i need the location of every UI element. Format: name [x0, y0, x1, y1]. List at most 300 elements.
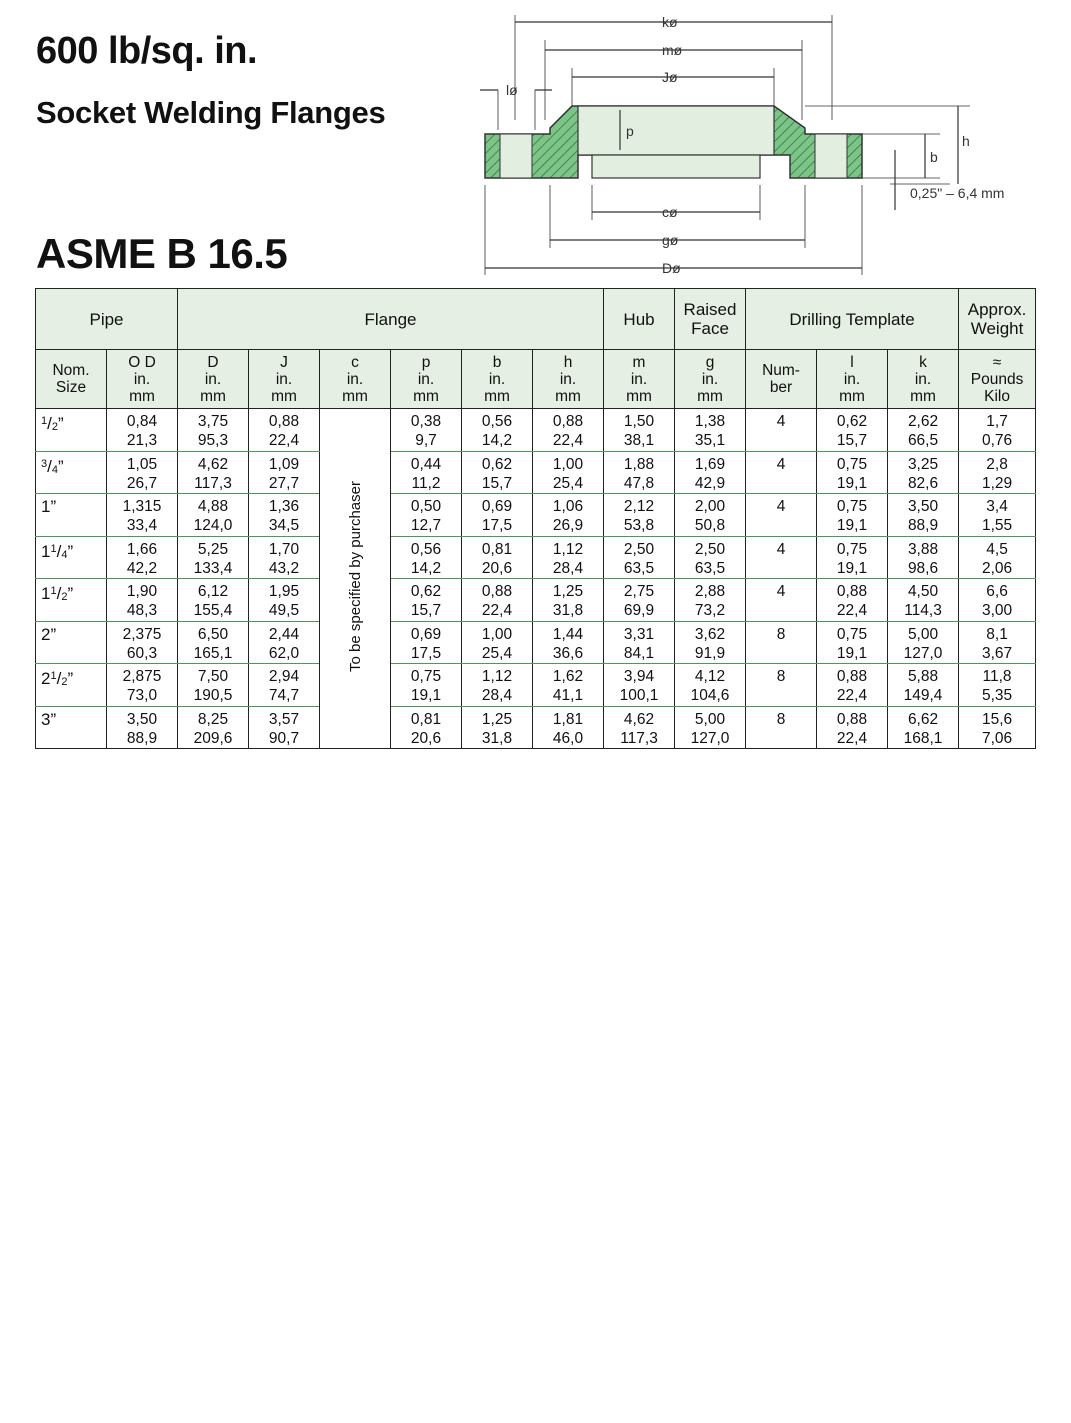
inch-mark: ” [50, 709, 57, 729]
table-row [36, 664, 1036, 707]
value-cell-l [817, 621, 888, 664]
value-p_in: 0,50 [410, 498, 442, 515]
value-cell-J [249, 579, 320, 622]
column-header [604, 350, 675, 409]
value-b_mm: 17,5 [481, 517, 513, 534]
value-J_mm: 90,7 [268, 729, 300, 747]
value-cell-g [675, 621, 746, 664]
value-h_in: 1,00 [552, 455, 584, 473]
value-cell-p [391, 579, 462, 622]
column-header-unit1: in. [204, 370, 222, 388]
pressure-class-title: 600 lb/sq. in. [36, 30, 258, 72]
value-k_mm: 149,4 [903, 687, 943, 704]
value-cell-b [462, 494, 533, 537]
group-header-drilling-template: Drilling Template [746, 289, 959, 350]
column-header [675, 350, 746, 409]
value-p_in: 0,69 [410, 625, 442, 643]
column-header-name: J [280, 353, 288, 371]
value-kg: 5,35 [981, 687, 1013, 704]
column-header-name: Num- [762, 362, 800, 379]
value-cell-b [462, 621, 533, 664]
group-header-approx-weight: Approx. Weight [959, 289, 1036, 350]
value-m_in: 1,50 [623, 413, 655, 430]
value-od_mm: 73,0 [126, 687, 158, 704]
value-cell-m [604, 451, 675, 494]
value-g_mm: 42,9 [694, 474, 726, 492]
table-row [36, 409, 1036, 452]
value-p_mm: 9,7 [415, 432, 437, 449]
dim-label-h: h [962, 133, 970, 149]
value-g_mm: 63,5 [694, 559, 726, 577]
value-h_in: 1,44 [552, 625, 584, 643]
value-k_in: 3,25 [907, 455, 939, 473]
inch-mark: ” [57, 414, 64, 433]
value-cell-k [888, 451, 959, 494]
table-row [36, 494, 1036, 537]
value-cell-J [249, 664, 320, 707]
value-m_mm: 47,8 [623, 474, 655, 492]
size-whole: 3 [41, 709, 51, 729]
value-cell-od [107, 621, 178, 664]
column-header-name: ≈ [992, 353, 1002, 371]
value-k_mm: 66,5 [907, 432, 939, 449]
value-cell-p [391, 706, 462, 749]
value-cell-p [391, 621, 462, 664]
value-g_in: 2,50 [694, 540, 726, 558]
value-cell-D [178, 621, 249, 664]
column-header-unit1: in. [417, 370, 435, 388]
value-cell-od [107, 409, 178, 452]
value-cell-l [817, 706, 888, 749]
value-D_mm: 155,4 [193, 602, 233, 619]
value-cell-J [249, 451, 320, 494]
value-h_mm: 41,1 [552, 687, 584, 704]
value-m_mm: 84,1 [623, 644, 655, 662]
value-k_mm: 127,0 [903, 644, 943, 662]
value-m_mm: 38,1 [623, 432, 655, 449]
value-cell-J [249, 409, 320, 452]
value-b_mm: 22,4 [481, 602, 513, 619]
value-l_mm: 22,4 [836, 687, 868, 704]
value-cell-h [533, 536, 604, 579]
dim-label-g: gø [662, 232, 679, 248]
value-D_mm: 124,0 [193, 517, 233, 534]
value-l_mm: 19,1 [836, 517, 868, 534]
nominal-size-cell [36, 706, 107, 749]
value-p_mm: 15,7 [410, 602, 442, 619]
column-header-name: Nom. [52, 362, 90, 379]
table-row [36, 579, 1036, 622]
value-k_in: 4,50 [907, 583, 939, 600]
value-b_in: 1,12 [481, 668, 513, 685]
value-b_in: 1,25 [481, 710, 513, 728]
value-D_in: 4,88 [197, 498, 229, 515]
value-cell-h [533, 664, 604, 707]
value-D_mm: 209,6 [193, 729, 233, 747]
value-od_in: 1,90 [126, 583, 158, 600]
value-l_in: 0,75 [836, 625, 868, 643]
value-J_in: 1,09 [268, 455, 300, 473]
value-cell-k [888, 579, 959, 622]
value-D_in: 3,75 [197, 413, 229, 430]
column-header-name: h [563, 353, 573, 371]
value-h_mm: 46,0 [552, 729, 584, 747]
dim-label-offset: 0,25" – 6,4 mm [910, 185, 1005, 201]
size-numerator: 1 [50, 585, 57, 597]
product-title: Socket Welding Flanges [36, 95, 386, 130]
nominal-size-cell [36, 409, 107, 452]
value-cell-D [178, 536, 249, 579]
value-cell-l [817, 494, 888, 537]
c-dimension-note: To be specified by purchaser [346, 480, 364, 672]
value-m_in: 2,12 [623, 498, 655, 515]
value-h_in: 1,62 [552, 668, 584, 685]
value-g_in: 5,00 [694, 710, 726, 728]
size-denominator: 2 [61, 676, 68, 688]
value-J_in: 3,57 [268, 710, 300, 728]
value-cell-J [249, 536, 320, 579]
value-cell-k [888, 664, 959, 707]
value-cell-bolts [746, 579, 817, 622]
value-kg: 3,67 [981, 644, 1013, 662]
value-cell-h [533, 621, 604, 664]
value-J_in: 1,95 [268, 583, 300, 600]
column-header [746, 350, 817, 409]
column-header-name: l [850, 353, 854, 371]
size-numerator: 1 [50, 670, 57, 682]
value-cell-bolts [746, 706, 817, 749]
value-cell-lb [959, 621, 1036, 664]
value-m_mm: 53,8 [623, 517, 655, 534]
size-denominator: 4 [51, 463, 58, 476]
dim-label-m: mø [662, 42, 683, 58]
value-l_in: 0,62 [836, 413, 868, 430]
size-whole: 1 [41, 584, 51, 603]
value-lb: 4,5 [986, 540, 1008, 558]
size-denominator: 2 [61, 591, 68, 603]
value-l_in: 0,88 [836, 583, 868, 600]
value-cell-m [604, 579, 675, 622]
value-cell-g [675, 409, 746, 452]
dim-label-c: cø [662, 204, 678, 220]
value-J_mm: 49,5 [268, 602, 300, 619]
value-m_in: 4,62 [623, 710, 655, 728]
value-k_mm: 82,6 [907, 474, 939, 492]
value-p_in: 0,56 [410, 540, 442, 558]
value-g_mm: 35,1 [694, 432, 726, 449]
value-g_mm: 91,9 [694, 644, 726, 662]
value-bolts: 8 [776, 668, 786, 685]
column-header-unit2: mm [413, 387, 439, 405]
value-m_in: 3,94 [623, 668, 655, 685]
column-header-unit1: in. [488, 370, 506, 388]
nominal-size-cell [36, 621, 107, 664]
value-od_in: 1,05 [126, 455, 158, 473]
column-header-name: D [207, 353, 219, 371]
value-p_in: 0,62 [410, 583, 442, 600]
column-header-unit2: mm [342, 387, 368, 405]
column-header-unit2: mm [910, 387, 936, 405]
value-cell-p [391, 536, 462, 579]
value-lb: 11,8 [982, 668, 1012, 685]
column-header-unit2: mm [626, 387, 652, 405]
value-l_mm: 19,1 [836, 474, 868, 492]
column-header-unit1: in. [843, 370, 861, 388]
value-J_mm: 34,5 [268, 517, 300, 534]
value-p_mm: 11,2 [411, 474, 441, 492]
value-od_mm: 26,7 [126, 474, 158, 492]
value-bolts: 8 [776, 625, 786, 643]
value-cell-lb [959, 664, 1036, 707]
value-kg: 0,76 [981, 432, 1013, 449]
value-cell-J [249, 494, 320, 537]
value-cell-l [817, 536, 888, 579]
value-cell-J [249, 706, 320, 749]
group-header-flange: Flange [178, 289, 604, 350]
column-header-name: b [492, 353, 502, 371]
table-row [36, 621, 1036, 664]
size-numerator: 3 [41, 457, 48, 470]
value-cell-D [178, 579, 249, 622]
value-h_mm: 28,4 [552, 559, 584, 577]
value-J_in: 1,36 [268, 498, 300, 515]
value-kg: 2,06 [981, 559, 1013, 577]
group-header-raised-face: Raised Face [675, 289, 746, 350]
value-k_mm: 98,6 [907, 559, 939, 577]
dim-label-l: lø [506, 82, 518, 98]
value-D_mm: 190,5 [193, 687, 233, 704]
value-D_mm: 95,3 [197, 432, 229, 449]
value-g_in: 4,12 [694, 668, 726, 685]
value-b_in: 0,56 [481, 413, 513, 430]
column-header-name: k [919, 353, 927, 371]
column-header [178, 350, 249, 409]
value-cell-lb [959, 494, 1036, 537]
value-bolts: 4 [776, 455, 786, 473]
value-cell-bolts [746, 621, 817, 664]
column-header-unit1: Pounds [970, 370, 1024, 388]
value-J_mm: 62,0 [268, 644, 300, 662]
column-header [888, 350, 959, 409]
value-bolts: 4 [776, 498, 786, 515]
value-D_in: 6,12 [197, 583, 229, 600]
value-g_mm: 104,6 [690, 687, 730, 704]
value-cell-k [888, 706, 959, 749]
value-cell-k [888, 621, 959, 664]
value-cell-m [604, 706, 675, 749]
size-denominator: 2 [51, 421, 58, 433]
value-bolts: 4 [776, 540, 786, 558]
value-b_mm: 14,2 [481, 432, 513, 449]
value-m_mm: 100,1 [619, 687, 659, 704]
value-cell-m [604, 621, 675, 664]
value-od_mm: 33,4 [126, 517, 158, 534]
value-cell-b [462, 706, 533, 749]
value-cell-D [178, 664, 249, 707]
column-header-unit1: in. [275, 370, 293, 388]
value-od_mm: 88,9 [126, 729, 158, 747]
value-m_in: 2,50 [623, 540, 655, 558]
inch-mark: ” [57, 456, 64, 476]
value-l_in: 0,75 [836, 455, 868, 473]
column-header-unit2: mm [271, 387, 297, 405]
value-od_mm: 48,3 [126, 602, 158, 619]
value-b_in: 0,88 [481, 583, 513, 600]
nominal-size-cell [36, 579, 107, 622]
value-cell-k [888, 494, 959, 537]
inch-mark: ” [67, 541, 74, 561]
value-kg: 3,00 [981, 602, 1013, 619]
column-header-unit2: mm [129, 387, 155, 405]
value-D_in: 7,50 [197, 668, 229, 685]
column-header [959, 350, 1036, 409]
value-g_mm: 73,2 [694, 602, 726, 619]
value-p_mm: 14,2 [410, 559, 442, 577]
value-D_mm: 133,4 [193, 559, 233, 577]
value-cell-lb [959, 409, 1036, 452]
value-g_mm: 127,0 [690, 729, 730, 747]
column-header-unit1: ber [769, 379, 793, 396]
value-b_mm: 15,7 [481, 474, 513, 492]
column-header [249, 350, 320, 409]
column-header-name: m [632, 353, 646, 371]
value-od_in: 2,875 [122, 668, 162, 685]
dim-label-p: p [626, 123, 634, 139]
value-g_in: 2,88 [694, 583, 726, 600]
value-od_mm: 60,3 [126, 644, 158, 662]
value-cell-lb [959, 579, 1036, 622]
value-k_mm: 88,9 [907, 517, 939, 534]
value-l_mm: 19,1 [836, 644, 868, 662]
value-p_in: 0,81 [410, 710, 442, 728]
value-k_mm: 168,1 [903, 729, 943, 747]
value-h_in: 1,06 [552, 498, 584, 515]
value-p_mm: 17,5 [410, 644, 442, 662]
value-cell-k [888, 409, 959, 452]
value-cell-bolts [746, 536, 817, 579]
table-row [36, 706, 1036, 749]
value-cell-m [604, 409, 675, 452]
value-cell-p [391, 409, 462, 452]
value-b_in: 0,81 [481, 540, 513, 558]
value-od_in: 1,315 [122, 498, 162, 515]
value-cell-od [107, 664, 178, 707]
value-cell-od [107, 579, 178, 622]
column-header [462, 350, 533, 409]
value-g_in: 3,62 [694, 625, 726, 643]
value-m_mm: 63,5 [623, 559, 655, 577]
value-cell-l [817, 451, 888, 494]
value-cell-l [817, 409, 888, 452]
value-bolts: 4 [776, 583, 786, 600]
size-whole: 2 [41, 669, 51, 688]
value-h_mm: 36,6 [552, 644, 584, 662]
value-h_mm: 25,4 [552, 474, 584, 492]
value-l_mm: 19,1 [836, 559, 868, 577]
value-D_mm: 165,1 [193, 644, 233, 662]
inch-mark: ” [67, 584, 74, 603]
value-kg: 1,29 [981, 474, 1013, 492]
column-header-unit2: mm [200, 387, 226, 405]
value-lb: 2,8 [986, 455, 1008, 473]
group-header-pipe: Pipe [36, 289, 178, 350]
size-numerator: 1 [41, 415, 48, 427]
value-p_in: 0,38 [410, 413, 442, 430]
value-l_mm: 22,4 [836, 729, 868, 747]
value-cell-p [391, 664, 462, 707]
column-header-unit1: in. [701, 370, 719, 388]
flange-cross-section-diagram [470, 10, 1050, 280]
value-cell-b [462, 409, 533, 452]
value-cell-D [178, 494, 249, 537]
dim-label-b: b [930, 149, 938, 165]
value-b_mm: 31,8 [481, 729, 513, 747]
value-h_in: 1,12 [552, 540, 584, 558]
value-cell-g [675, 494, 746, 537]
column-header-name: g [705, 353, 715, 371]
dim-label-D: Dø [662, 260, 681, 276]
fraction-slash: / [47, 456, 52, 476]
value-cell-l [817, 664, 888, 707]
value-cell-od [107, 494, 178, 537]
value-od_mm: 42,2 [126, 559, 158, 577]
value-l_in: 0,75 [836, 498, 868, 515]
value-J_mm: 22,4 [268, 432, 300, 449]
value-od_in: 1,66 [126, 540, 158, 558]
table-row [36, 536, 1036, 579]
value-cell-m [604, 664, 675, 707]
value-cell-h [533, 494, 604, 537]
value-cell-od [107, 451, 178, 494]
value-h_in: 0,88 [552, 413, 584, 430]
value-cell-p [391, 494, 462, 537]
value-k_in: 5,00 [907, 625, 939, 643]
column-header-unit2: Kilo [984, 387, 1010, 405]
value-h_mm: 31,8 [552, 602, 584, 619]
value-cell-b [462, 579, 533, 622]
value-h_in: 1,25 [552, 583, 584, 600]
size-denominator: 4 [61, 548, 68, 561]
value-cell-J [249, 621, 320, 664]
value-cell-h [533, 706, 604, 749]
size-whole: 1 [41, 497, 51, 516]
value-b_mm: 20,6 [481, 559, 513, 577]
value-m_in: 1,88 [623, 455, 655, 473]
column-header-unit1: in. [630, 370, 648, 388]
value-b_mm: 25,4 [481, 644, 513, 662]
value-cell-k [888, 536, 959, 579]
value-m_in: 3,31 [623, 625, 655, 643]
value-cell-b [462, 451, 533, 494]
value-D_mm: 117,3 [194, 474, 232, 492]
value-J_in: 2,94 [268, 668, 300, 685]
value-h_in: 1,81 [552, 710, 584, 728]
value-J_in: 1,70 [268, 540, 300, 558]
standard-title: ASME B 16.5 [36, 230, 288, 277]
value-k_in: 5,88 [907, 668, 939, 685]
column-header-unit1: Size [55, 379, 87, 396]
column-header-unit1: in. [133, 370, 151, 388]
value-D_in: 8,25 [197, 710, 229, 728]
nominal-size-cell [36, 536, 107, 579]
value-od_mm: 21,3 [126, 432, 158, 449]
value-m_mm: 117,3 [620, 729, 658, 747]
value-cell-od [107, 536, 178, 579]
column-header-unit1: in. [559, 370, 577, 388]
value-p_mm: 12,7 [410, 517, 442, 534]
inch-mark: ” [50, 624, 57, 644]
value-cell-bolts [746, 494, 817, 537]
